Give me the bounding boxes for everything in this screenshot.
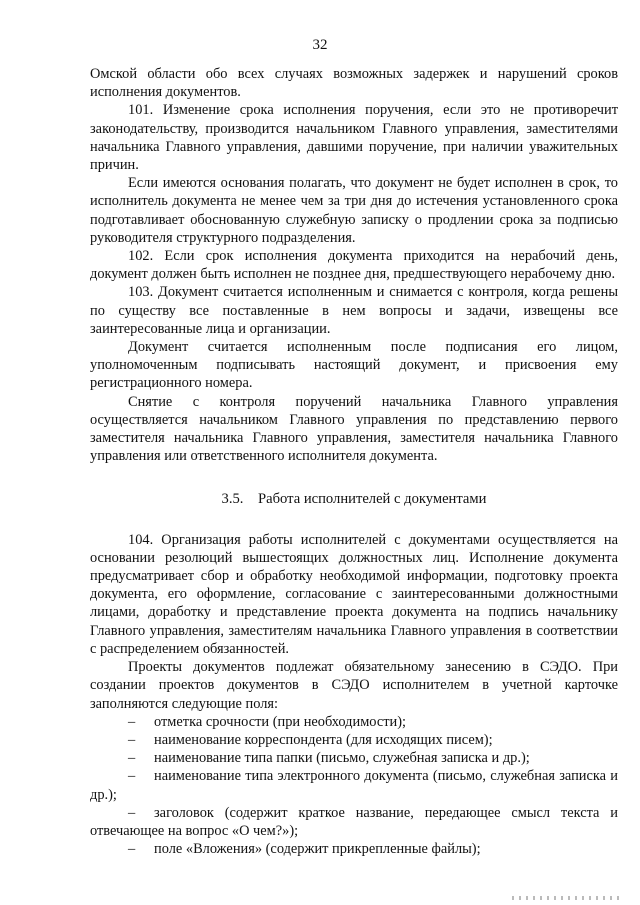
dash-marker: – xyxy=(128,804,136,821)
paragraph-101: 101. Изменение срока исполнения поручения, если это не противоречит законодательству, производится начальником Главного управления, заместителями начальника Главного управления, давшими поручение, при наличии уважительных причин. xyxy=(90,102,618,174)
list-item-text: наименование типа папки (письмо, служебная записка и др.); xyxy=(154,750,530,767)
page-number: 32 xyxy=(312,37,328,53)
list-item xyxy=(90,804,618,840)
paragraph-103-signed: Документ считается исполненным после подписания его лицом, уполномоченным подписывать настоящий документ, и присвоения ему регистрационного номера. xyxy=(90,339,618,392)
dash-marker: – xyxy=(128,841,136,858)
field-list xyxy=(90,713,618,859)
list-item xyxy=(90,731,618,749)
paragraph-continuation: Омской области обо всех случаях возможных задержек и нарушений сроков исполнения документов. xyxy=(90,66,618,101)
dash-marker: – xyxy=(128,750,136,767)
section-heading: 3.5. Работа исполнителей с документами xyxy=(221,491,487,508)
list-item-text: наименование типа электронного документа (письмо, служебная записка и др.); xyxy=(90,768,618,803)
paragraph-104: 104. Организация работы исполнителей с документами осуществляется на основании резолюций вышестоящих должностных лиц. Исполнение документа предусматривает сбор и обработку необходимой информации, подготовку проекта документа, его оформление, согласование с заинтересованными должностными лицами, доработку и представление проекта документа на подпись начальнику Главного управления, заместителям начальника Главного управления в соответствии с распределением обязанностей. xyxy=(90,531,618,657)
paragraph-101-extension: Если имеются основания полагать, что документ не будет исполнен в срок, то исполнитель документа не менее чем за три дня до истечения установленного срока подготавливает обоснованную служебную записку о продлении срока за подписью руководителя структурного подразделения. xyxy=(90,175,618,246)
list-item xyxy=(90,713,618,731)
document-body xyxy=(90,65,618,858)
paragraph-102: 102. Если срок исполнения документа приходится на нерабочий день, документ должен быть исполнен не позднее дня, предшествующего нерабочему дню. xyxy=(90,248,618,283)
list-item xyxy=(90,767,618,803)
scan-artifact xyxy=(512,896,622,900)
list-item xyxy=(90,840,618,858)
dash-marker: – xyxy=(128,768,136,785)
paragraph-104-sedo: Проекты документов подлежат обязательному занесению в СЭДО. При создании проектов документов в СЭДО исполнителем в учетной карточке заполняются следующие поля: xyxy=(90,659,618,712)
list-item-text: отметка срочности (при необходимости); xyxy=(154,713,407,730)
dash-marker: – xyxy=(128,731,136,748)
list-item-text: заголовок (содержит краткое название, передающее смысл текста и отвечающее на вопрос «О чем?»); xyxy=(90,804,618,839)
list-item-text: наименование корреспондента (для исходящих писем); xyxy=(154,731,493,748)
list-item xyxy=(90,749,618,767)
list-item-text: поле «Вложения» (содержит прикрепленные файлы); xyxy=(154,841,481,858)
dash-marker: – xyxy=(128,713,136,730)
paragraph-103: 103. Документ считается исполненным и снимается с контроля, когда решены по существу все поставленные в нем вопросы и задачи, извещены все заинтересованные лица и организации. xyxy=(90,284,618,337)
paragraph-103-removal: Снятие с контроля поручений начальника Главного управления осуществляется начальником Главного управления по представлению первого заместителя начальника Главного управления, заместителя начальника Главного управления или ответственного исполнителя документа. xyxy=(90,393,618,465)
